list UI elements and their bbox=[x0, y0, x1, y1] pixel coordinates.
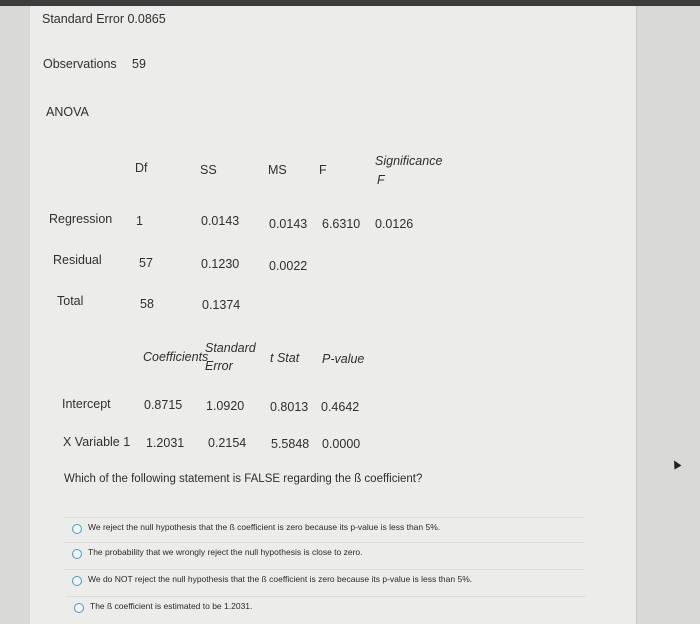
anova-header-f: F bbox=[319, 163, 327, 177]
coef-row-label: X Variable 1 bbox=[63, 435, 131, 449]
coef-cell-pvalue: 0.4642 bbox=[321, 400, 360, 414]
anova-cell-f: 6.6310 bbox=[322, 217, 361, 231]
answer-option[interactable] bbox=[64, 542, 584, 567]
coef-cell-pvalue: 0.0000 bbox=[322, 437, 361, 451]
standard-error-text: Standard Error 0.0865 bbox=[42, 12, 166, 26]
document-page bbox=[30, 6, 636, 624]
answer-option[interactable] bbox=[66, 596, 586, 621]
mouse-cursor-icon bbox=[671, 459, 682, 470]
coef-header-coefficients: Coefficients bbox=[143, 350, 209, 364]
anova-cell-ms: 0.0143 bbox=[269, 217, 308, 231]
coef-header-tstat: t Stat bbox=[270, 351, 300, 365]
anova-row-label: Residual bbox=[53, 253, 102, 267]
anova-cell-df: 57 bbox=[139, 256, 153, 270]
anova-row-label: Regression bbox=[49, 212, 113, 226]
coef-cell-standard-error: 1.0920 bbox=[206, 399, 245, 413]
anova-header-significance: Significance bbox=[375, 154, 443, 168]
anova-cell-significance: 0.0126 bbox=[375, 217, 414, 231]
answer-option[interactable] bbox=[64, 569, 584, 594]
anova-cell-ss: 0.1230 bbox=[201, 257, 240, 271]
coef-cell-coefficient: 0.8715 bbox=[144, 398, 183, 412]
anova-cell-df: 1 bbox=[136, 214, 143, 228]
anova-cell-ss: 0.1374 bbox=[202, 298, 241, 312]
radio-icon[interactable] bbox=[72, 549, 82, 559]
anova-cell-df: 58 bbox=[140, 297, 154, 311]
radio-icon[interactable] bbox=[72, 524, 82, 534]
anova-title: ANOVA bbox=[46, 105, 89, 119]
anova-row-label: Total bbox=[57, 294, 84, 308]
coef-header-standard: Standard bbox=[205, 341, 256, 355]
coef-cell-tstat: 5.5848 bbox=[271, 437, 310, 451]
observations-label: Observations bbox=[43, 57, 117, 71]
answer-option-label: We reject the null hypothesis that the ß coefficient is zero because its p-value is less than 5%. bbox=[88, 522, 441, 532]
coef-header-error: Error bbox=[205, 359, 233, 373]
anova-cell-ms: 0.0022 bbox=[269, 259, 308, 273]
question-text: Which of the following statement is FALSE regarding the ß coefficient? bbox=[64, 473, 423, 485]
anova-cell-ss: 0.0143 bbox=[201, 214, 240, 228]
coef-row-label: Intercept bbox=[62, 397, 111, 411]
coef-cell-standard-error: 0.2154 bbox=[208, 436, 247, 450]
anova-header-ms: MS bbox=[268, 163, 287, 177]
coef-header-pvalue: P-value bbox=[322, 352, 365, 366]
answer-option-label: The ß coefficient is estimated to be 1.2031. bbox=[90, 601, 253, 611]
anova-header-df: Df bbox=[135, 161, 148, 175]
coef-cell-coefficient: 1.2031 bbox=[146, 436, 185, 450]
coef-cell-tstat: 0.8013 bbox=[270, 400, 309, 414]
anova-header-significance-f: F bbox=[377, 173, 385, 187]
answer-option-label: We do NOT reject the null hypothesis that the ß coefficient is zero because its p-value is less than 5%. bbox=[88, 574, 473, 584]
answer-option[interactable] bbox=[64, 517, 584, 542]
anova-header-ss: SS bbox=[200, 163, 217, 177]
answer-option-label: The probability that we wrongly reject the null hypothesis is close to zero. bbox=[88, 547, 363, 557]
radio-icon[interactable] bbox=[74, 603, 84, 613]
radio-icon[interactable] bbox=[72, 576, 82, 586]
observations-value: 59 bbox=[132, 57, 146, 71]
